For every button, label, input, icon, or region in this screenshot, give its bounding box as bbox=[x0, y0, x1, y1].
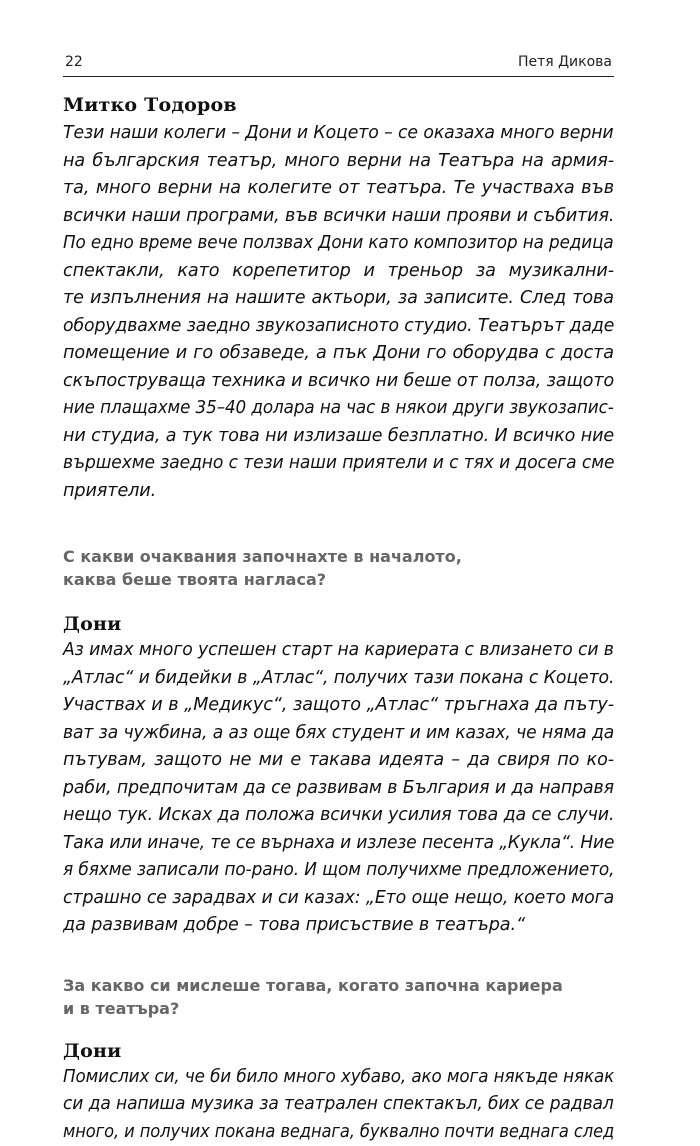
text-line: спектакли, като корепетитор и треньор за музикални- bbox=[63, 258, 614, 286]
text-line: ни студиа, а тук това ни излизаше безплатно. И всичко ние bbox=[63, 423, 611, 451]
question-line: каква беше твоята нагласа? bbox=[63, 568, 614, 591]
speech-text bbox=[63, 1064, 614, 1146]
question-line: и в театъра? bbox=[63, 997, 614, 1020]
text-line: пътувам, защото не ми е такава идеята – да свиря по ко- bbox=[63, 747, 614, 775]
text-line: да развивам добре – това присъствие в театъра.“ bbox=[63, 912, 614, 940]
question-line: За какво си мислеше тогава, когато започна кариера bbox=[63, 974, 614, 997]
text-line: ват за чужбина, а аз още бях студент и им казах, че няма да bbox=[63, 720, 600, 748]
text-line: страшно се зарадвах и си казах: „Ето още нещо, което мога bbox=[63, 885, 606, 913]
text-line: ние плащахме 35–40 долара на час в някои други звукозапис- bbox=[63, 395, 588, 423]
text-line: те изпълнения на нашите актьори, за записите. След това bbox=[63, 285, 614, 313]
text-line: на българския театър, много верни на Театъра на армия- bbox=[63, 148, 614, 176]
page-header bbox=[63, 50, 614, 77]
text-line: Участвах и в „Медикус“, защото „Атлас“ тръгнаха да пъту- bbox=[63, 692, 614, 720]
text-line: я бяхме записали по-рано. И щом получихме предложението, bbox=[63, 857, 593, 885]
text-line: оборудвахме заедно звукозаписното студио. Театърът даде bbox=[63, 313, 603, 341]
speech-text bbox=[63, 637, 614, 940]
speech-block bbox=[63, 1039, 614, 1146]
text-line: Така или иначе, те се върнаха и излезе песента „Кукла“. Ние bbox=[63, 830, 595, 858]
text-line: По едно време вече ползвах Дони като композитор на редица bbox=[63, 230, 588, 258]
text-line: Помислих си, че би било много хубаво, ако мога някъде някак bbox=[63, 1064, 587, 1092]
page-number: 22 bbox=[65, 54, 83, 70]
text-line: помещение и го обзаведе, а пък Дони го оборудва с доста bbox=[63, 340, 614, 368]
interview-question bbox=[63, 974, 614, 1020]
speech-text bbox=[63, 120, 614, 505]
speaker-name: Дони bbox=[63, 1039, 614, 1064]
speaker-name: Митко Тодоров bbox=[63, 93, 614, 118]
text-line: Аз имах много успешен старт на кариерата с влизането си в bbox=[63, 637, 601, 665]
text-line: Тези наши колеги – Дони и Коцето – се оказаха много верни bbox=[63, 120, 604, 148]
text-line: скъпоструваща техника и всичко ни беше от полза, защото bbox=[63, 368, 610, 396]
text-line: раби, предпочитам да се развивам в България и да направя bbox=[63, 775, 605, 803]
text-line: си да напиша музика за театрален спектакъл, бих се радвал bbox=[63, 1091, 598, 1119]
text-line: много, и получих покана веднага, буквално почти веднага след bbox=[63, 1119, 573, 1146]
text-line: всички наши програми, във всички наши прояви и събития. bbox=[63, 203, 611, 231]
speech-block bbox=[63, 93, 614, 505]
text-line: нещо тук. Исках да положа всички усилия това да се случи. bbox=[63, 802, 607, 830]
interview-question bbox=[63, 545, 614, 591]
text-line: приятели. bbox=[63, 478, 614, 506]
speaker-name: Дони bbox=[63, 612, 614, 637]
text-line: „Атлас“ и бидейки в „Атлас“, получих тази покана с Коцето. bbox=[63, 665, 604, 693]
question-line: С какви очаквания започнахте в началото, bbox=[63, 545, 614, 568]
page-body bbox=[63, 90, 614, 1146]
running-head-author: Петя Дикова bbox=[518, 54, 612, 70]
speech-block bbox=[63, 612, 614, 940]
text-line: та, много верни на колегите от театъра. Те участваха във bbox=[63, 175, 614, 203]
text-line: вършехме заедно с тези наши приятели и с тях и досега сме bbox=[63, 450, 598, 478]
